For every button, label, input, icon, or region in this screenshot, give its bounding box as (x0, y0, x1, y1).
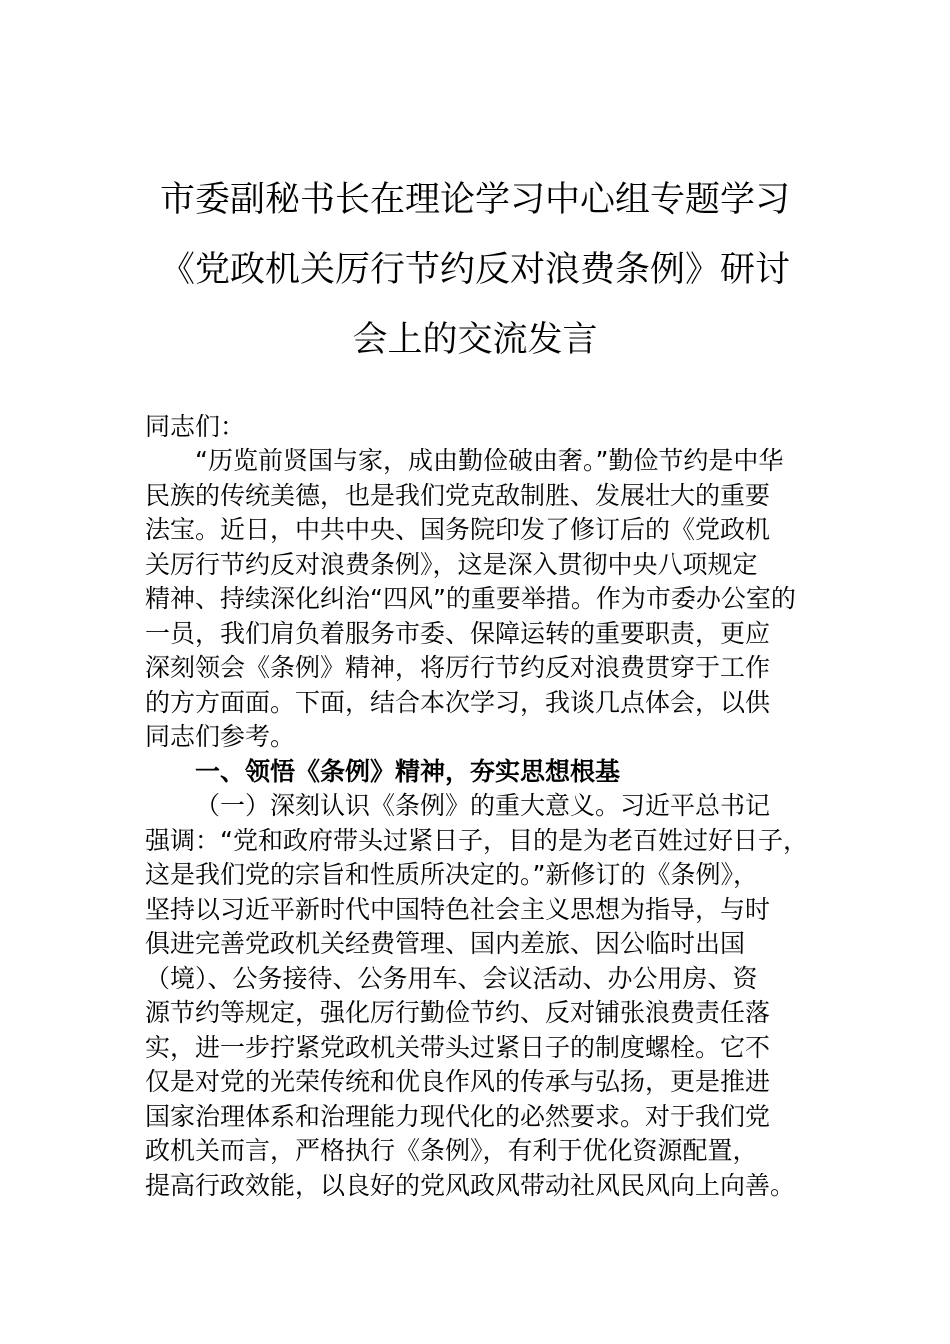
paragraph-line: 提高行政效能，以良好的党风政风带动社风民风向上向善。 (145, 1171, 796, 1200)
paragraph-line: 深刻领会《条例》精神，将厉行节约反对浪费贯穿于工作 (145, 653, 771, 682)
paragraph-line: 法宝。近日，中共中央、国务院印发了修订后的《党政机 (145, 515, 771, 544)
paragraph-line: 精神、持续深化纠治“四风”的重要举措。作为市委办公室的 (145, 584, 796, 613)
paragraph-line: 国家治理体系和治理能力现代化的必然要求。对于我们党 (145, 1102, 771, 1131)
document-title-line-1: 市委副秘书长在理论学习中心组专题学习 (159, 180, 790, 220)
paragraph-line: 仅是对党的光荣传统和优良作风的传承与弘扬，更是推进 (145, 1067, 771, 1096)
paragraph-line: （一）深刻认识《条例》的重大意义。习近平总书记 (195, 791, 771, 820)
paragraph-line: 的方方面面。下面，结合本次学习，我谈几点体会，以供 (145, 688, 771, 717)
salutation: 同志们： (145, 412, 246, 441)
paragraph-line: 关厉行节约反对浪费条例》，这是深入贯彻中央八项规定 (145, 550, 758, 579)
document-title-line-2: 《党政机关厉行节约反对浪费条例》研讨 (159, 250, 790, 290)
paragraph-line: 政机关而言，严格执行《条例》，有利于优化资源配置， (145, 1136, 758, 1165)
paragraph-line: 一员，我们肩负着服务市委、保障运转的重要职责，更应 (145, 619, 771, 648)
paragraph-line: 这是我们党的宗旨和性质所决定的。”新修订的《条例》， (145, 860, 758, 889)
paragraph-line: 俱进完善党政机关经费管理、国内差旅、因公临时出国 (145, 929, 746, 958)
paragraph-line: 强调：“党和政府带头过紧日子，目的是为老百姓过好日子， (145, 826, 808, 855)
paragraph-line: 实，进一步拧紧党政机关带头过紧日子的制度螺栓。它不 (145, 1033, 771, 1062)
paragraph-line: 民族的传统美德，也是我们党克敌制胜、发展壮大的重要 (145, 481, 771, 510)
paragraph-line: 坚持以习近平新时代中国特色社会主义思想为指导，与时 (145, 895, 771, 924)
section-heading: 一、领悟《条例》精神，夯实思想根基 (195, 757, 621, 786)
paragraph-line: （境）、公务接待、公务用车、会议活动、办公用房、资 (145, 964, 758, 993)
paragraph-line: “历览前贤国与家，成由勤俭破由奢。”勤俭节约是中华 (195, 446, 784, 475)
paragraph-line: 同志们参考。 (145, 722, 296, 751)
document-title-line-3: 会上的交流发言 (352, 320, 598, 360)
paragraph-line: 源节约等规定，强化厉行勤俭节约、反对铺张浪费责任落 (145, 998, 771, 1027)
